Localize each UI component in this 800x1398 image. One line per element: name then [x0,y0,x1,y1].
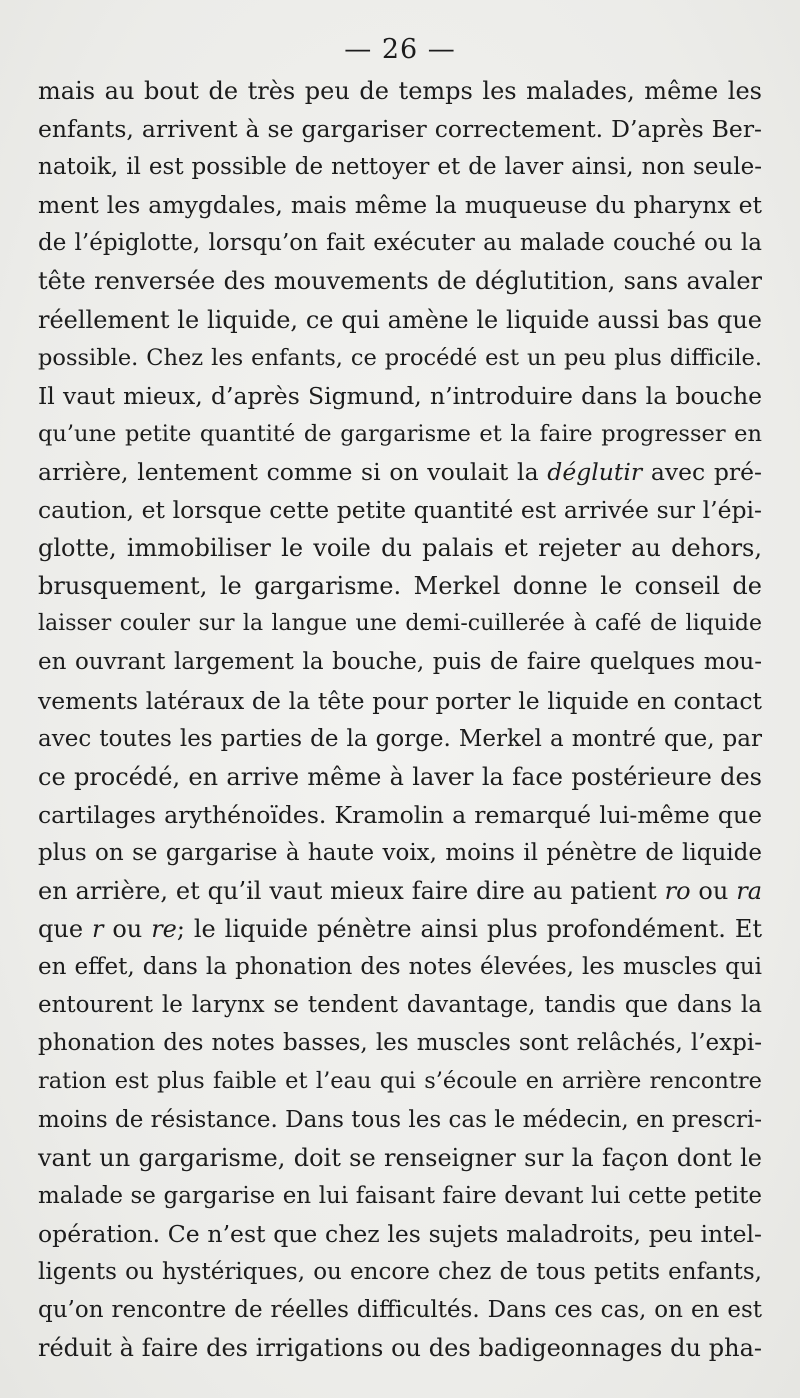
text-segment: avec pré- [642,457,762,486]
text-line [38,377,762,415]
text-segment: malade se gargarise en lui faisant faire devant lui cette petite [38,1182,762,1209]
text-line [38,1024,762,1062]
text-line [38,1062,762,1100]
text-line [38,1329,762,1367]
text-line [38,834,762,872]
italic-word: déglutir [547,457,643,486]
text-segment: glotte, immobiliser le voile du palais et rejeter au dehors, [38,534,762,563]
text-segment: en arrière, et qu’il vaut mieux faire dire au patient [38,876,665,905]
text-line [38,720,762,758]
text-line [38,986,762,1024]
text-segment: possible. Chez les enfants, ce procédé est un peu plus difficile. [38,344,762,371]
text-line [38,1177,762,1215]
text-segment: cartilages arythénoïdes. Kramolin a remarqué lui-même que [38,800,762,829]
text-line [38,758,762,796]
text-segment: arrière, lentement comme si on voulait la [38,457,548,486]
text-segment: vant un gargarisme, doit se renseigner sur la façon dont le [38,1143,762,1172]
text-line [38,643,762,681]
text-line [38,910,762,948]
text-segment: avec toutes les parties de la gorge. Merkel a montré que, par [38,725,762,752]
text-line [38,567,762,605]
text-line [38,1253,762,1291]
italic-word: r [91,915,104,944]
text-segment: qu’une petite quantité de gargarisme et la faire progresser en [38,420,762,447]
text-segment: laisser couler sur la langue une demi-cuillerée à café de liquide [38,611,762,637]
italic-word: ro [664,876,691,905]
text-segment: opération. Ce n’est que chez les sujets maladroits, peu intel- [38,1219,762,1248]
body-text [38,72,762,1367]
text-line [38,339,762,377]
text-line [38,148,762,186]
italic-word: ra [736,876,763,905]
page-number: — 26 — [344,34,456,65]
text-line [38,186,762,224]
text-segment: en ouvrant largement la bouche, puis de faire quelques mou- [38,649,762,676]
text-segment: réellement le liquide, ce qui amène le liquide aussi bas que [38,305,762,334]
text-segment: natoik, il est possible de nettoyer et de laver ainsi, non seule- [38,154,762,181]
text-segment: réduit à faire des irrigations ou des badigeonnages du pha- [38,1334,762,1363]
text-segment: phonation des notes basses, les muscles sont relâchés, l’expi- [38,1030,762,1057]
text-segment: ligents ou hystériques, ou encore chez de tous petits enfants, [38,1258,762,1285]
text-segment: enfants, arrivent à se gargariser correctement. D’après Ber- [38,115,762,144]
text-line [38,682,762,720]
text-line [38,1101,762,1139]
text-segment: tête renversée des mouvements de déglutition, sans avaler [38,267,762,296]
text-line [38,453,762,491]
text-line [38,1291,762,1329]
text-line [38,605,762,643]
text-line [38,1215,762,1253]
text-segment: mais au bout de très peu de temps les malades, même les [38,77,762,105]
text-line [38,948,762,986]
text-segment: vements latéraux de la tête pour porter le liquide en contact [38,686,762,715]
text-segment: ration est plus faible et l’eau qui s’écoule en arrière rencontre [38,1068,762,1095]
text-segment: brusquement, le gargarisme. Merkel donne le conseil de [38,572,762,601]
text-segment: moins de résistance. Dans tous les cas le médecin, en prescri- [38,1106,762,1133]
text-segment: ou [690,876,737,905]
text-segment: de l’épiglotte, lorsqu’on fait exécuter au malade couché ou la [38,230,762,257]
text-line [38,872,762,910]
text-line [38,796,762,834]
text-line [38,262,762,300]
text-segment: ; le liquide pénètre ainsi plus profondément. Et [176,915,762,944]
text-segment: que [38,915,92,944]
text-segment: caution, et lorsque cette petite quantité est arrivée sur l’épi- [38,496,762,525]
text-segment: ce procédé, en arrive même à laver la face postérieure des [38,762,762,791]
text-line [38,415,762,453]
text-line [38,491,762,529]
text-line [38,1139,762,1177]
text-segment: qu’on rencontre de réelles difficultés. Dans ces cas, on en est [38,1297,762,1323]
text-line [38,529,762,567]
text-segment: ou [103,915,152,944]
italic-word: re [151,915,177,944]
text-segment: entourent le larynx se tendent davantage, tandis que dans la [38,992,762,1019]
text-segment: Il vaut mieux, d’après Sigmund, n’introduire dans la bouche [38,381,762,410]
text-segment: en effet, dans la phonation des notes élevées, les muscles qui [38,954,762,981]
text-line [38,110,762,148]
text-line [38,301,762,339]
text-segment: ment les amygdales, mais même la muqueuse du pharynx et [38,191,762,220]
text-line [38,224,762,262]
text-line [38,72,762,110]
text-segment: plus on se gargarise à haute voix, moins il pénètre de liquide [38,839,762,866]
